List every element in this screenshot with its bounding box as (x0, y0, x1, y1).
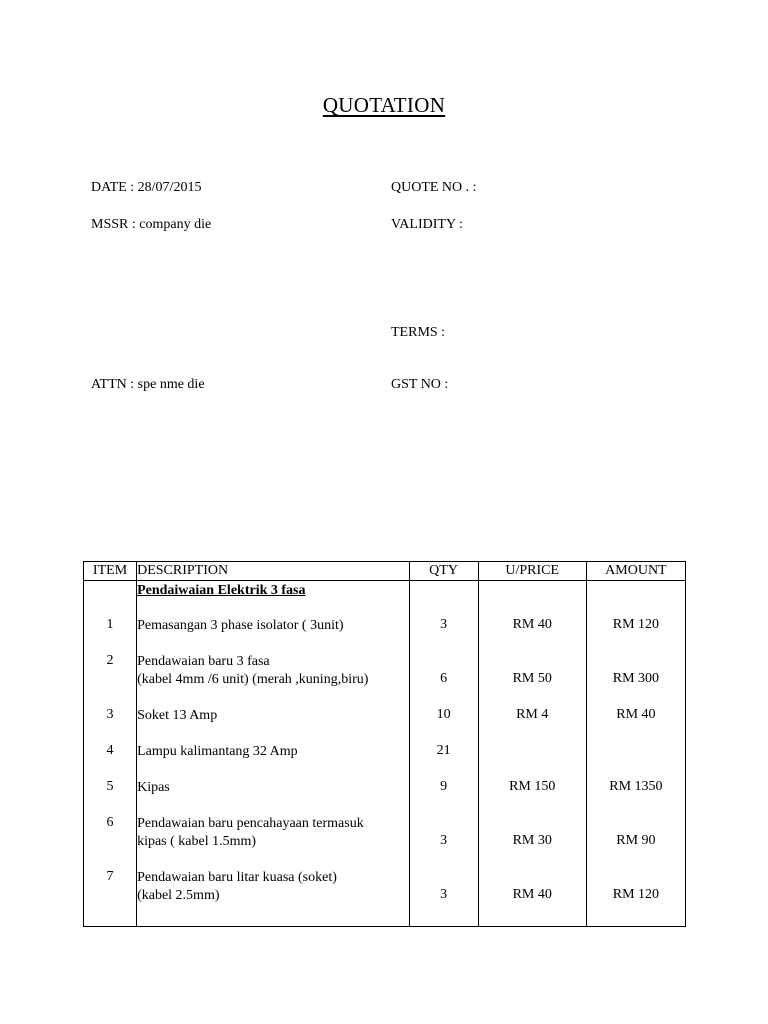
row-uprice: RM 150 (478, 779, 586, 815)
row-amount: RM 120 (586, 617, 685, 653)
table-row (84, 653, 686, 707)
section-title: Pendaiwaian Elektrik 3 fasa (137, 583, 306, 598)
row-amount: RM 120 (586, 869, 685, 927)
terms-field: TERMS : (391, 325, 446, 340)
quotation-table (83, 561, 686, 927)
row-item: 5 (84, 779, 137, 815)
row-uprice: RM 50 (478, 653, 586, 707)
row-description-line2: (kabel 4mm /6 unit) (merah ,kuning,biru) (137, 671, 369, 687)
row-item: 4 (84, 743, 137, 779)
mssr-field: MSSR : company die (91, 217, 212, 232)
row-item: 6 (84, 815, 137, 869)
row-amount: RM 1350 (586, 779, 685, 815)
row-amount (586, 743, 685, 779)
column-header-amount: AMOUNT (586, 562, 685, 581)
row-item: 7 (84, 869, 137, 927)
row-description: Pendawaian baru litar kuasa (soket) (137, 869, 337, 885)
gst-no-field: GST NO : (391, 377, 449, 392)
row-description: Pemasangan 3 phase isolator ( 3unit) (137, 617, 344, 633)
date-field: DATE : 28/07/2015 (91, 180, 202, 195)
row-description: Lampu kalimantang 32 Amp (137, 743, 298, 759)
row-uprice: RM 40 (478, 617, 586, 653)
row-item: 2 (84, 653, 137, 707)
row-qty: 21 (409, 743, 478, 779)
table-row (84, 815, 686, 869)
row-uprice: RM 30 (478, 815, 586, 869)
quote-no-field: QUOTE NO . : (391, 180, 477, 195)
row-description-line2: kipas ( kabel 1.5mm) (137, 833, 257, 849)
row-description-line2: (kabel 2.5mm) (137, 887, 220, 903)
row-qty: 3 (409, 869, 478, 927)
row-uprice: RM 40 (478, 869, 586, 927)
column-header-item: ITEM (84, 562, 137, 581)
row-amount: RM 300 (586, 653, 685, 707)
row-qty: 3 (409, 815, 478, 869)
validity-field: VALIDITY : (391, 217, 463, 232)
row-qty: 6 (409, 653, 478, 707)
attn-field: ATTN : spe nme die (91, 377, 205, 392)
row-description: Kipas (137, 779, 170, 795)
document-title: QUOTATION (322, 93, 446, 117)
table-row (84, 707, 686, 743)
table-row (84, 743, 686, 779)
table-row (84, 617, 686, 653)
row-uprice (478, 743, 586, 779)
column-header-qty: QTY (409, 562, 478, 581)
row-item: 3 (84, 707, 137, 743)
table-row (84, 779, 686, 815)
row-qty: 3 (409, 617, 478, 653)
row-uprice: RM 4 (478, 707, 586, 743)
row-amount: RM 40 (586, 707, 685, 743)
column-header-description: DESCRIPTION (137, 562, 409, 581)
row-description: Pendawaian baru 3 fasa (137, 653, 270, 669)
table-header-row (84, 562, 686, 581)
row-description: Pendawaian baru pencahayaan termasuk (137, 815, 364, 831)
row-qty: 9 (409, 779, 478, 815)
section-row (84, 581, 686, 617)
row-description: Soket 13 Amp (137, 707, 218, 723)
row-qty: 10 (409, 707, 478, 743)
row-amount: RM 90 (586, 815, 685, 869)
column-header-uprice: U/PRICE (478, 562, 586, 581)
row-item: 1 (84, 617, 137, 653)
table-row (84, 869, 686, 927)
